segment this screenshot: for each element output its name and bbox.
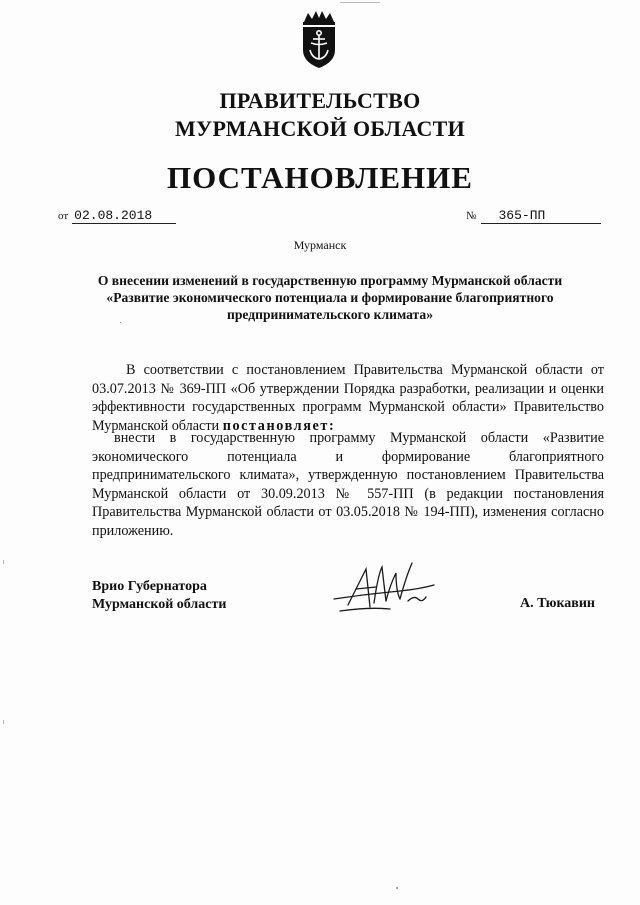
signatory-title: [92, 578, 226, 614]
city-name: Мурманск: [293, 238, 347, 252]
government-title-line2: МУРМАНСКОЙ ОБЛАСТИ: [174, 116, 466, 141]
number-prefix: №: [466, 210, 477, 222]
scan-speck: [120, 322, 121, 323]
scan-edge-mark: [3, 720, 4, 724]
subject-line: О внесении изменений в государственную программу Мурманской области: [97, 273, 563, 288]
document-date: 02.08.2018: [72, 209, 176, 224]
scan-edge-mark: [340, 2, 380, 3]
document-number: 365-ПП: [481, 209, 601, 224]
number-field: [466, 206, 601, 224]
signatory-title-line: Врио Губернатора: [92, 579, 207, 594]
body-paragraph-2: внести в государственную программу Мурманской области «Развитие экономического потенциала и формирование благоприятного предпринимательского климата», утвержденную постановлением Правительства Мурманской области от 30.09.2013 № 557-ПП (в редакции постановления Правительства Мурманской области от 03.05.2018 № 194-ПП), изменения согласно приложению.: [92, 430, 604, 539]
government-title-line1: ПРАВИТЕЛЬСТВО: [219, 88, 421, 113]
signatory-title-line: Мурманской области: [92, 597, 227, 612]
scan-speck: [396, 887, 398, 889]
scan-edge-mark: [3, 560, 4, 564]
document-type-title: ПОСТАНОВЛЕНИЕ: [167, 160, 473, 195]
date-field: [58, 206, 176, 224]
signatory-name: А. Тюкавин: [520, 596, 595, 611]
paragraph-text: В соответствии с постановлением Правительства Мурманской области от 03.07.2013 № 369-ПП «Об утверждении Порядка разработки, реализации и оценки эффективности государственных программ Мурманской области» Правительство Мурманской области: [92, 362, 604, 434]
subject-line: предпринимательского климата»: [226, 307, 433, 322]
date-prefix: от: [58, 210, 69, 222]
coat-of-arms-icon: [290, 10, 348, 70]
subject-line: «Развитие экономического потенциала и формирование благоприятного: [106, 290, 554, 305]
body-paragraph-1: [92, 361, 604, 435]
resolution-keyword: постановляет:: [222, 417, 336, 434]
handwritten-signature: [330, 555, 440, 625]
document-subject: [60, 272, 600, 323]
